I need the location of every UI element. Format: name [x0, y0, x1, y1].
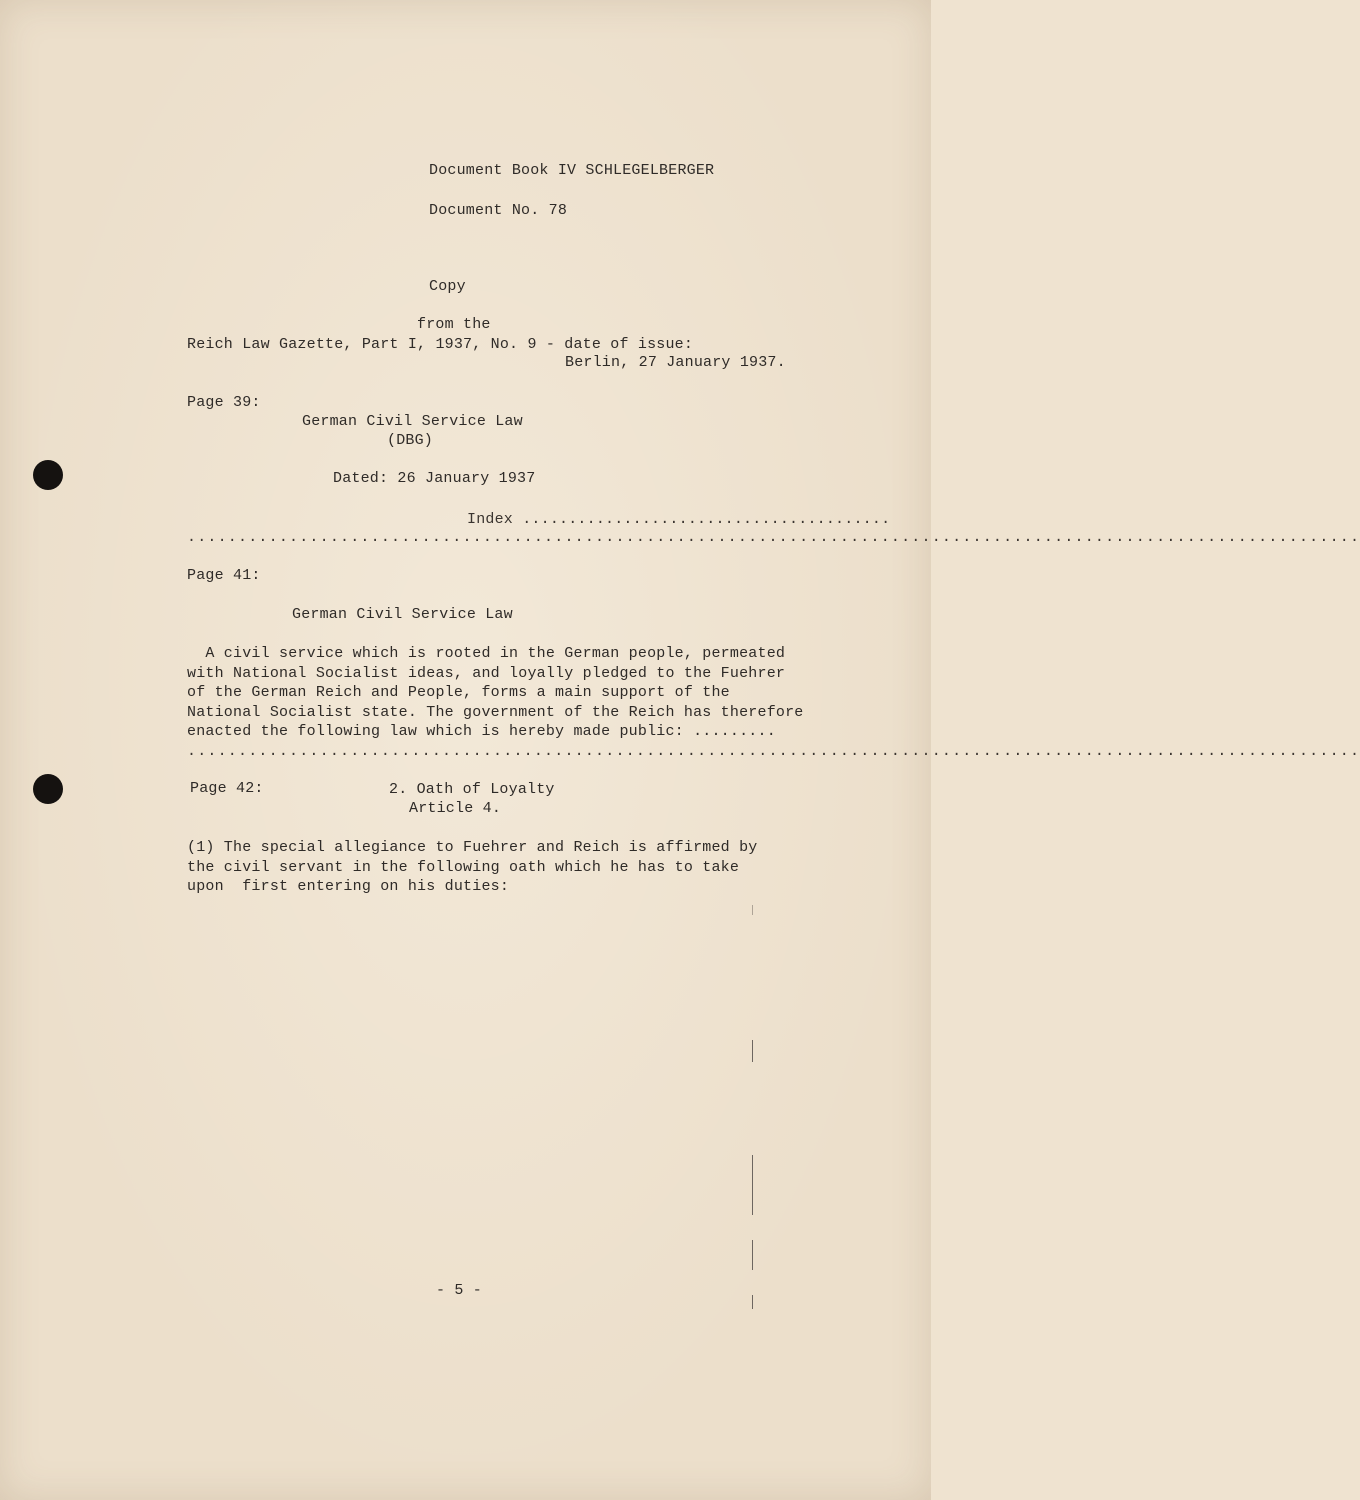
issue-date: Berlin, 27 January 1937.: [565, 354, 786, 371]
law-title-page-39: German Civil Service Law: [302, 413, 523, 430]
article-line: (1) The special allegiance to Fuehrer and Reich is affirmed by: [187, 839, 758, 856]
margin-mark: [752, 1155, 753, 1215]
law-title-page-41: German Civil Service Law: [292, 606, 513, 623]
article-line: upon first entering on his duties:: [187, 878, 510, 895]
margin-mark: [752, 1295, 753, 1309]
from-the-label: from the: [417, 316, 491, 333]
preamble-line: National Socialist state. The government of the Reich has therefore: [187, 703, 804, 721]
document-book-heading: Document Book IV SCHLEGELBERGER: [429, 162, 715, 179]
gazette-reference: Reich Law Gazette, Part I, 1937, No. 9 - date of issue:: [187, 336, 694, 353]
margin-mark: [752, 1040, 753, 1062]
section-heading: 2. Oath of Loyalty: [389, 781, 555, 798]
punch-hole-bottom: [33, 774, 63, 804]
page-41-label: Page 41:: [187, 567, 261, 584]
margin-mark: [752, 905, 753, 915]
preamble-line: A civil service which is rooted in the German people, permeated: [187, 645, 786, 662]
document-number: Document No. 78: [429, 202, 568, 219]
preamble-line: enacted the following law which is hereby made public: .........: [187, 723, 776, 740]
margin-mark: [752, 1240, 753, 1270]
article-4-paragraph: [187, 838, 758, 897]
copy-label: Copy: [429, 278, 466, 295]
law-abbreviation: (DBG): [387, 432, 434, 449]
page-42-label: Page 42:: [190, 780, 264, 797]
preamble-line: of the German Reich and People, forms a main support of the: [187, 684, 730, 701]
page-number: - 5 -: [436, 1282, 483, 1299]
law-dated: Dated: 26 January 1937: [333, 470, 536, 487]
dotted-separator-2: ...................................................................................................................: [187, 743, 1360, 760]
article-heading: Article 4.: [409, 800, 502, 817]
punch-hole-top: [33, 460, 63, 490]
index-line: Index ........................................: [467, 511, 891, 528]
preamble-paragraph: [187, 644, 804, 742]
preamble-line: with National Socialist ideas, and loyally pledged to the Fuehrer: [187, 664, 786, 682]
article-line: the civil servant in the following oath which he has to take: [187, 858, 740, 876]
page-39-label: Page 39:: [187, 394, 261, 411]
dotted-separator-1: ...................................................................................................................: [187, 529, 1360, 546]
